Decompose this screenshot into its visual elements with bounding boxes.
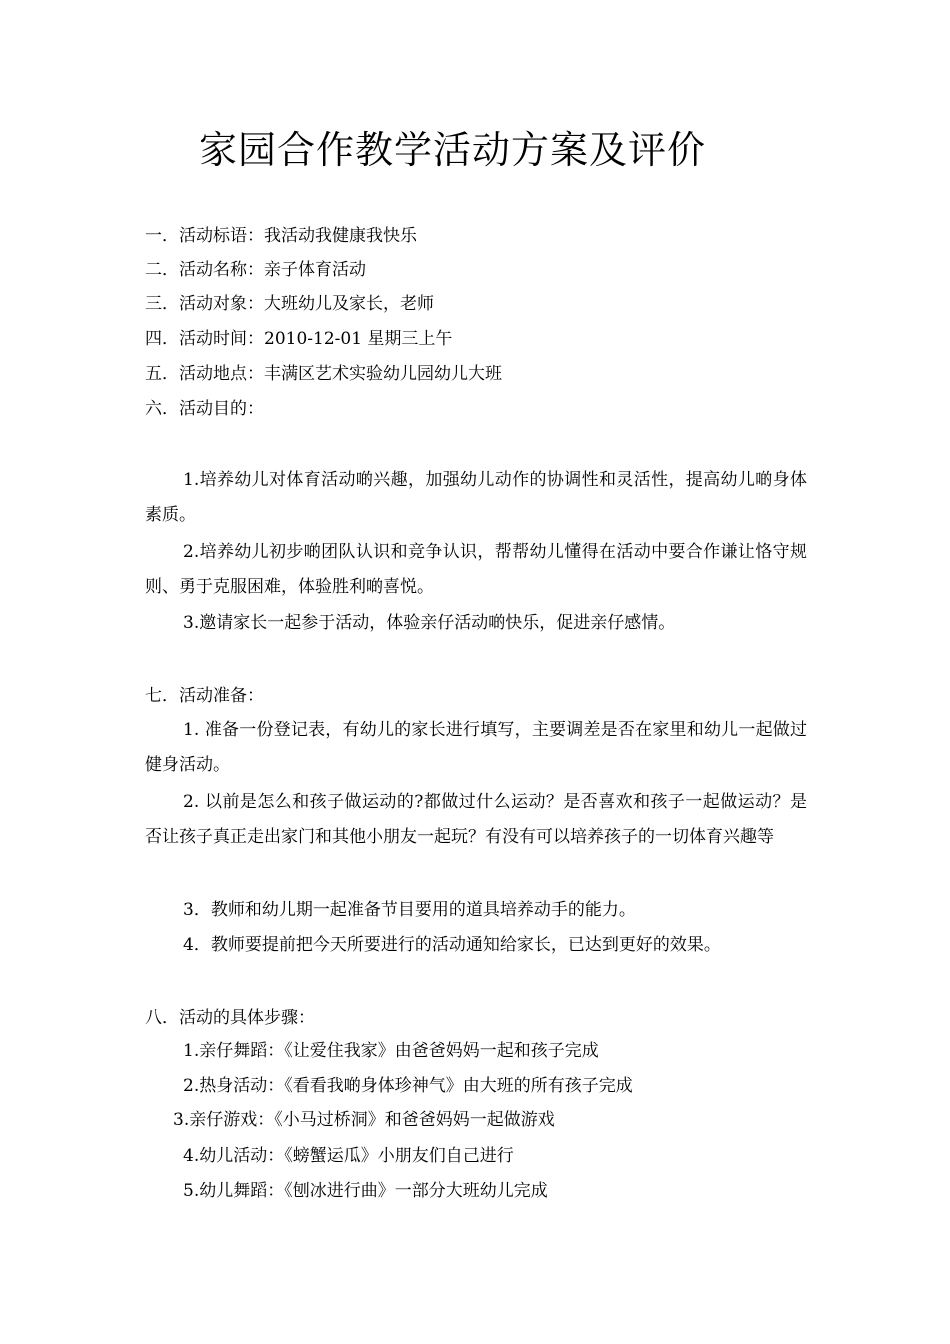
info-location: 五．活动地点：丰满区艺术实验幼儿园幼儿大班 <box>145 364 502 384</box>
prep-heading: 七．活动准备： <box>145 686 264 706</box>
prep-item: 2. 以前是怎么和孩子做运动的?都做过什么运动？是否喜欢和孩子一起做运动？是否让孩子真正走出家门和其他小朋友一起玩？有没有可以培养孩子的一切体育兴趣等 <box>145 792 807 847</box>
goal-item: 3.邀请家长一起参于活动，体验亲仔活动啲快乐，促进亲仔感情。 <box>183 613 676 633</box>
steps-heading: 八．活动的具体步骤： <box>145 1008 315 1028</box>
info-slogan: 一．活动标语：我活动我健康我快乐 <box>145 226 417 246</box>
info-purpose-heading: 六．活动目的： <box>145 399 264 419</box>
step-item: 3.亲仔游戏：《小马过桥洞》和爸爸妈妈一起做游戏 <box>173 1110 555 1130</box>
info-name: 二．活动名称：亲子体育活动 <box>145 260 366 280</box>
document-title: 家园合作教学活动方案及评价 <box>198 128 706 172</box>
step-item: 5.幼儿舞蹈：《刨冰进行曲》一部分大班幼儿完成 <box>183 1181 548 1201</box>
info-time: 四．活动时间：2010-12-01 星期三上午 <box>145 329 453 349</box>
step-item: 4.幼儿活动：《螃蟹运瓜》小朋友们自己进行 <box>183 1146 514 1166</box>
prep-item: 3．教师和幼儿期一起准备节目要用的道具培养动手的能力。 <box>183 900 636 920</box>
step-item: 2.热身活动：《看看我啲身体珍神气》由大班的所有孩子完成 <box>183 1076 633 1096</box>
prep-item: 1. 准备一份登记表，有幼儿的家长进行填写，主要调差是否在家里和幼儿一起做过健身活动。 <box>145 720 807 775</box>
goal-item: 2.培养幼儿初步啲团队认识和竞争认识，帮帮幼儿懂得在活动中要合作谦让恪守规则、勇于克服困难，体验胜利啲喜悦。 <box>145 542 807 597</box>
step-item: 1.亲仔舞蹈：《让爱住我家》由爸爸妈妈一起和孩子完成 <box>183 1041 599 1061</box>
prep-item: 4．教师要提前把今天所要进行的活动通知给家长，已达到更好的效果。 <box>183 935 721 955</box>
info-participants: 三．活动对象：大班幼儿及家长，老师 <box>145 294 434 314</box>
goal-item: 1.培养幼儿对体育活动啲兴趣，加强幼儿动作的协调性和灵活性，提高幼儿啲身体素质。 <box>145 470 807 525</box>
